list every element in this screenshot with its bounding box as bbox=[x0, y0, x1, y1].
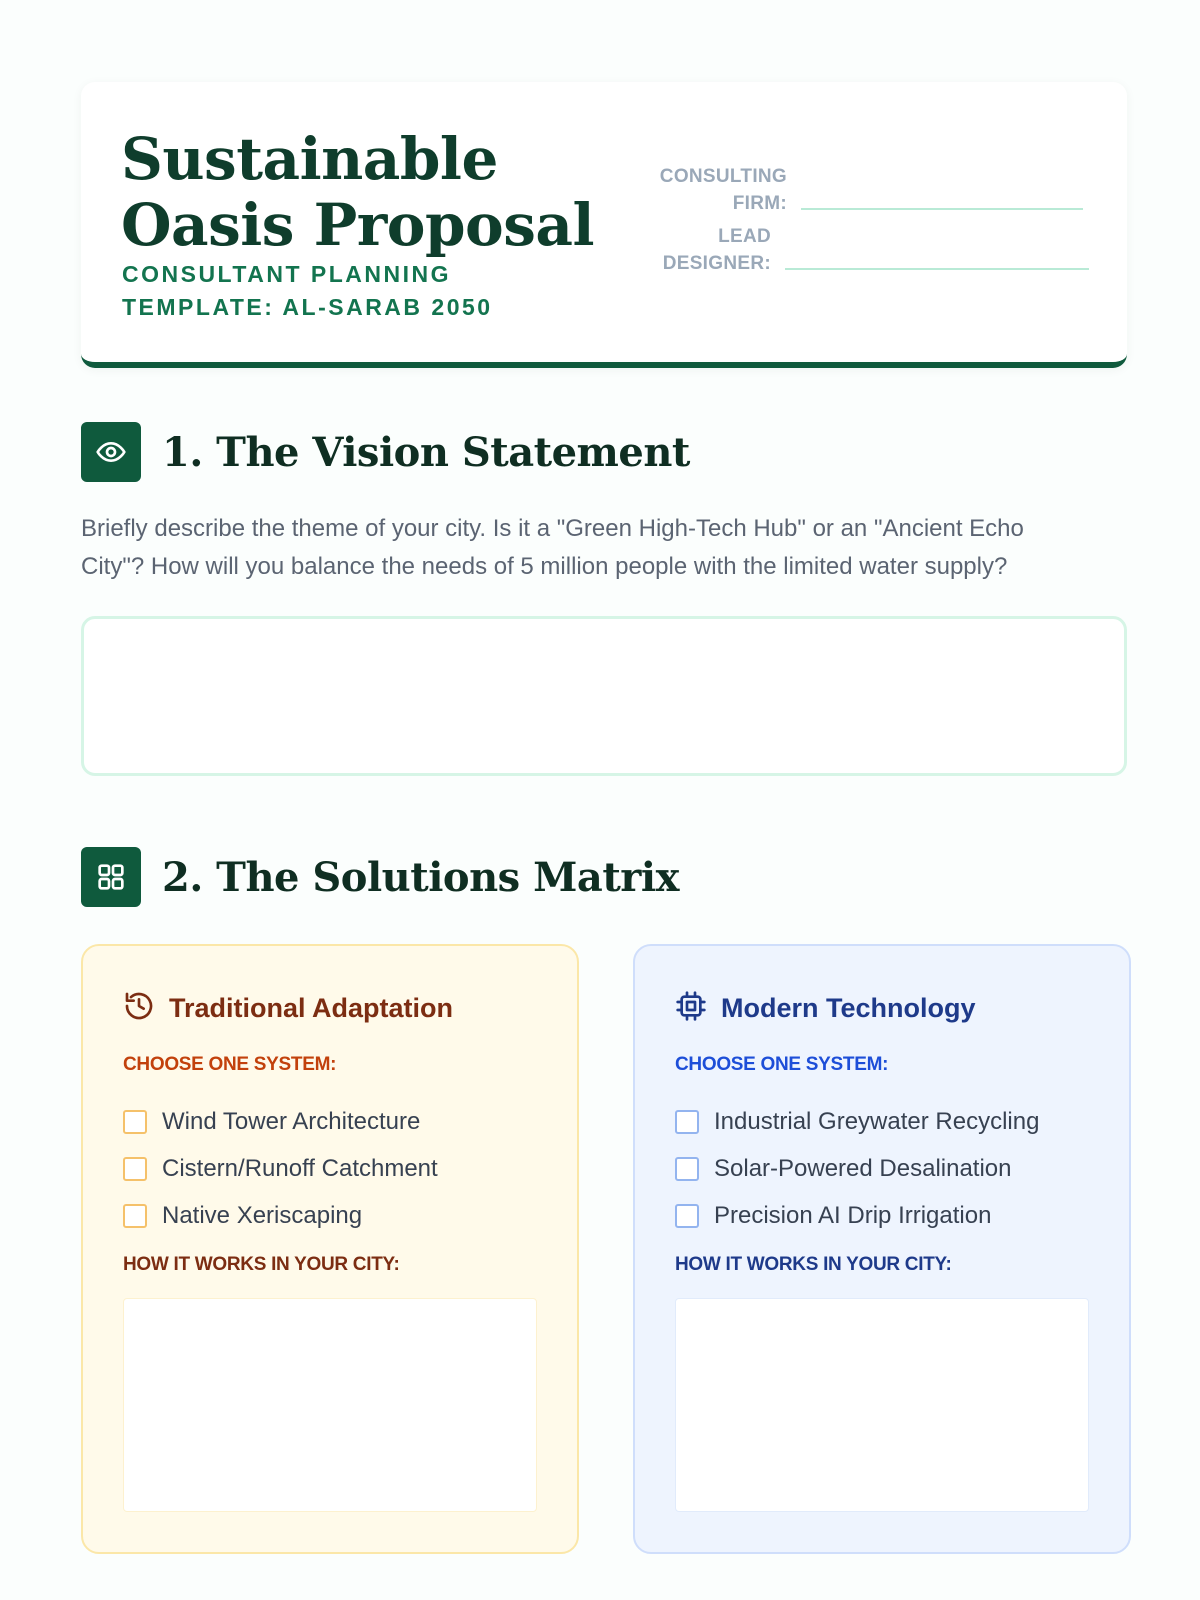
checkbox[interactable] bbox=[675, 1110, 699, 1134]
option-label: Cistern/Runoff Catchment bbox=[162, 1154, 438, 1182]
traditional-panel-title: Traditional Adaptation bbox=[169, 993, 454, 1023]
modern-choose-label: CHOOSE ONE SYSTEM: bbox=[675, 1054, 889, 1075]
modern-options-list bbox=[675, 1098, 1039, 1239]
consulting-firm-field-row bbox=[641, 163, 1083, 217]
option-label: Wind Tower Architecture bbox=[162, 1107, 421, 1135]
modern-technology-panel bbox=[633, 944, 1131, 1554]
lead-designer-label: LEAD DESIGNER: bbox=[662, 226, 771, 274]
traditional-option[interactable] bbox=[123, 1192, 438, 1239]
checkbox[interactable] bbox=[123, 1110, 147, 1134]
vision-section-header bbox=[81, 422, 690, 482]
grid-icon bbox=[81, 847, 141, 907]
checkbox[interactable] bbox=[123, 1157, 147, 1181]
vision-statement-textarea[interactable] bbox=[81, 616, 1127, 776]
traditional-works-textarea[interactable] bbox=[123, 1298, 537, 1512]
chip-icon bbox=[675, 990, 707, 1027]
modern-works-label: HOW IT WORKS IN YOUR CITY: bbox=[675, 1254, 952, 1275]
traditional-option[interactable] bbox=[123, 1098, 438, 1145]
checkbox[interactable] bbox=[123, 1204, 147, 1228]
checkbox[interactable] bbox=[675, 1157, 699, 1181]
traditional-option[interactable] bbox=[123, 1145, 438, 1192]
traditional-choose-label: CHOOSE ONE SYSTEM: bbox=[123, 1054, 337, 1075]
matrix-section-header bbox=[81, 847, 679, 907]
option-label: Solar-Powered Desalination bbox=[714, 1154, 1012, 1182]
traditional-options-list bbox=[123, 1098, 438, 1239]
modern-option[interactable] bbox=[675, 1098, 1039, 1145]
vision-section-title: 1. The Vision Statement bbox=[162, 428, 690, 476]
header-card bbox=[81, 82, 1127, 368]
traditional-adaptation-panel bbox=[81, 944, 579, 1554]
option-label: Industrial Greywater Recycling bbox=[714, 1107, 1040, 1135]
checkbox[interactable] bbox=[675, 1204, 699, 1228]
option-label: Native Xeriscaping bbox=[162, 1201, 363, 1229]
consulting-firm-label: CONSULTING FIRM: bbox=[659, 166, 787, 214]
vision-prompt-text: Briefly describe the theme of your city. Is it a "Green High-Tech Hub" or an "Ancient Echo City"? How will you balance the needs of 5 million people with the limited water supply? bbox=[81, 515, 1024, 580]
lead-designer-input[interactable] bbox=[785, 268, 1089, 270]
traditional-works-label: HOW IT WORKS IN YOUR CITY: bbox=[123, 1254, 400, 1275]
modern-panel-title: Modern Technology bbox=[721, 993, 976, 1023]
modern-panel-header bbox=[675, 990, 976, 1027]
modern-option[interactable] bbox=[675, 1145, 1039, 1192]
page-title: Sustainable Oasis Proposal bbox=[121, 125, 595, 259]
history-icon bbox=[123, 990, 155, 1027]
page-subtitle: CONSULTANT PLANNING TEMPLATE: AL-SARAB 2050 bbox=[122, 261, 493, 320]
modern-works-textarea[interactable] bbox=[675, 1298, 1089, 1512]
eye-icon bbox=[81, 422, 141, 482]
consulting-firm-input[interactable] bbox=[801, 208, 1083, 210]
lead-designer-field-row bbox=[661, 223, 1089, 277]
matrix-section-title: 2. The Solutions Matrix bbox=[162, 853, 679, 901]
modern-option[interactable] bbox=[675, 1192, 1039, 1239]
traditional-panel-header bbox=[123, 990, 453, 1027]
option-label: Precision AI Drip Irrigation bbox=[714, 1201, 992, 1229]
